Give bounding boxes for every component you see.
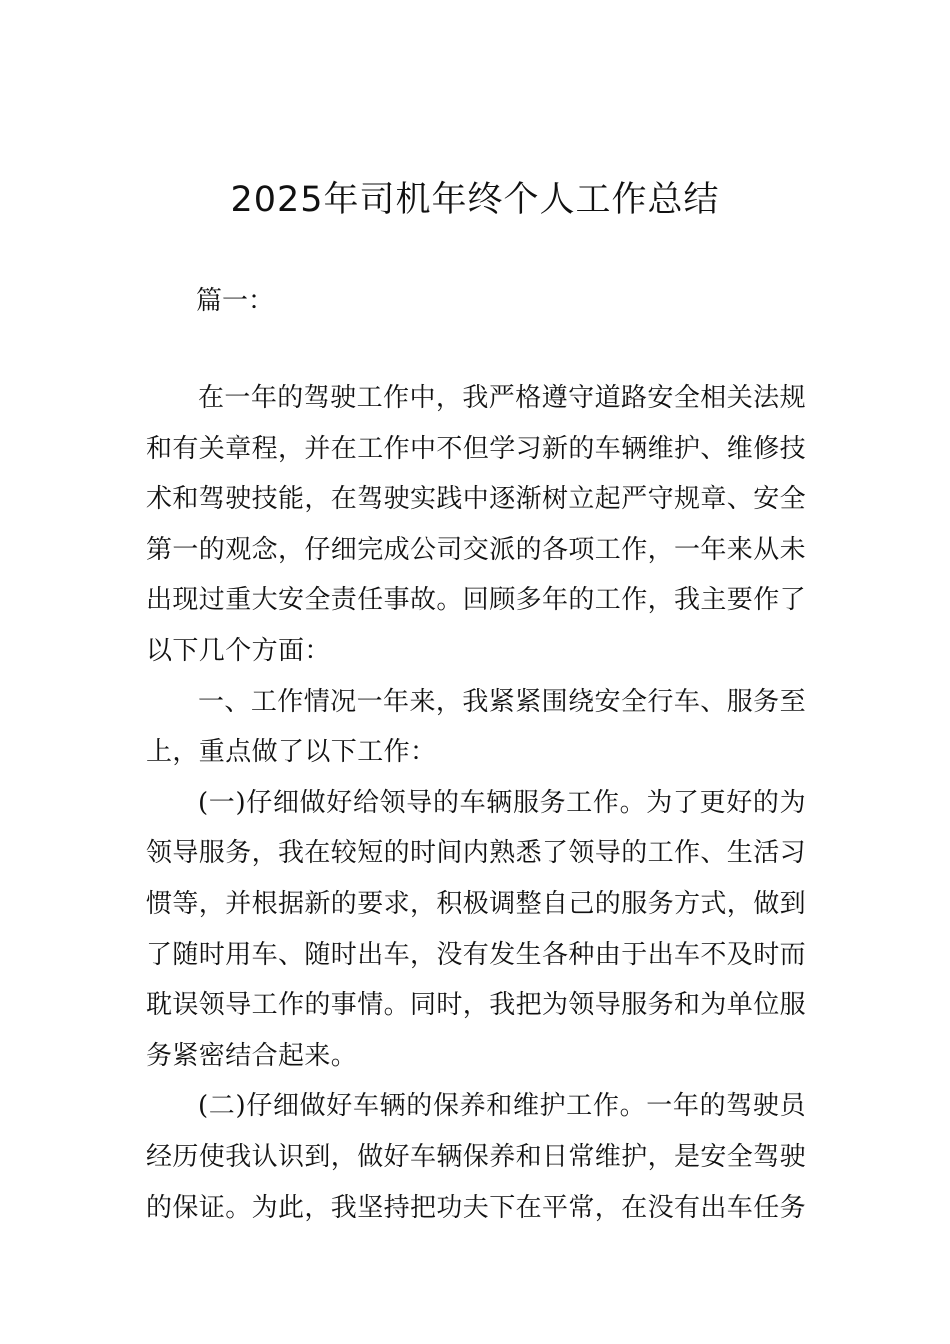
- paragraph: (一)仔细做好给领导的车辆服务工作。为了更好的为领导服务，我在较短的时间内熟悉了领导的工作、生活习惯等，并根据新的要求，积极调整自己的服务方式，做到了随时用车、随时出车，没有发生各种由于出车不及时而耽误领导工作的事情。同时，我把为领导服务和为单位服务紧密结合起来。: [146, 787, 807, 1071]
- paragraph: 在一年的驾驶工作中，我严格遵守道路安全相关法规和有关章程，并在工作中不但学习新的车辆维护、维修技术和驾驶技能，在驾驶实践中逐渐树立起严守规章、安全第一的观念，仔细完成公司交派的各项工作，一年来从未出现过重大安全责任事故。回顾多年的工作，我主要作了以下几个方面：: [146, 383, 807, 666]
- paragraph: (二)仔细做好车辆的保养和维护工作。一年的驾驶员经历使我认识到，做好车辆保养和日常维护，是安全驾驶的保证。为此，我坚持把功夫下在平常，在没有出车任务: [146, 1091, 807, 1223]
- section-label: 篇一：: [196, 286, 275, 316]
- document-title: 2025年司机年终个人工作总结: [230, 180, 720, 220]
- paragraph: 一、工作情况一年来，我紧紧围绕安全行车、服务至上，重点做了以下工作：: [146, 686, 806, 768]
- document-body: [146, 373, 806, 1233]
